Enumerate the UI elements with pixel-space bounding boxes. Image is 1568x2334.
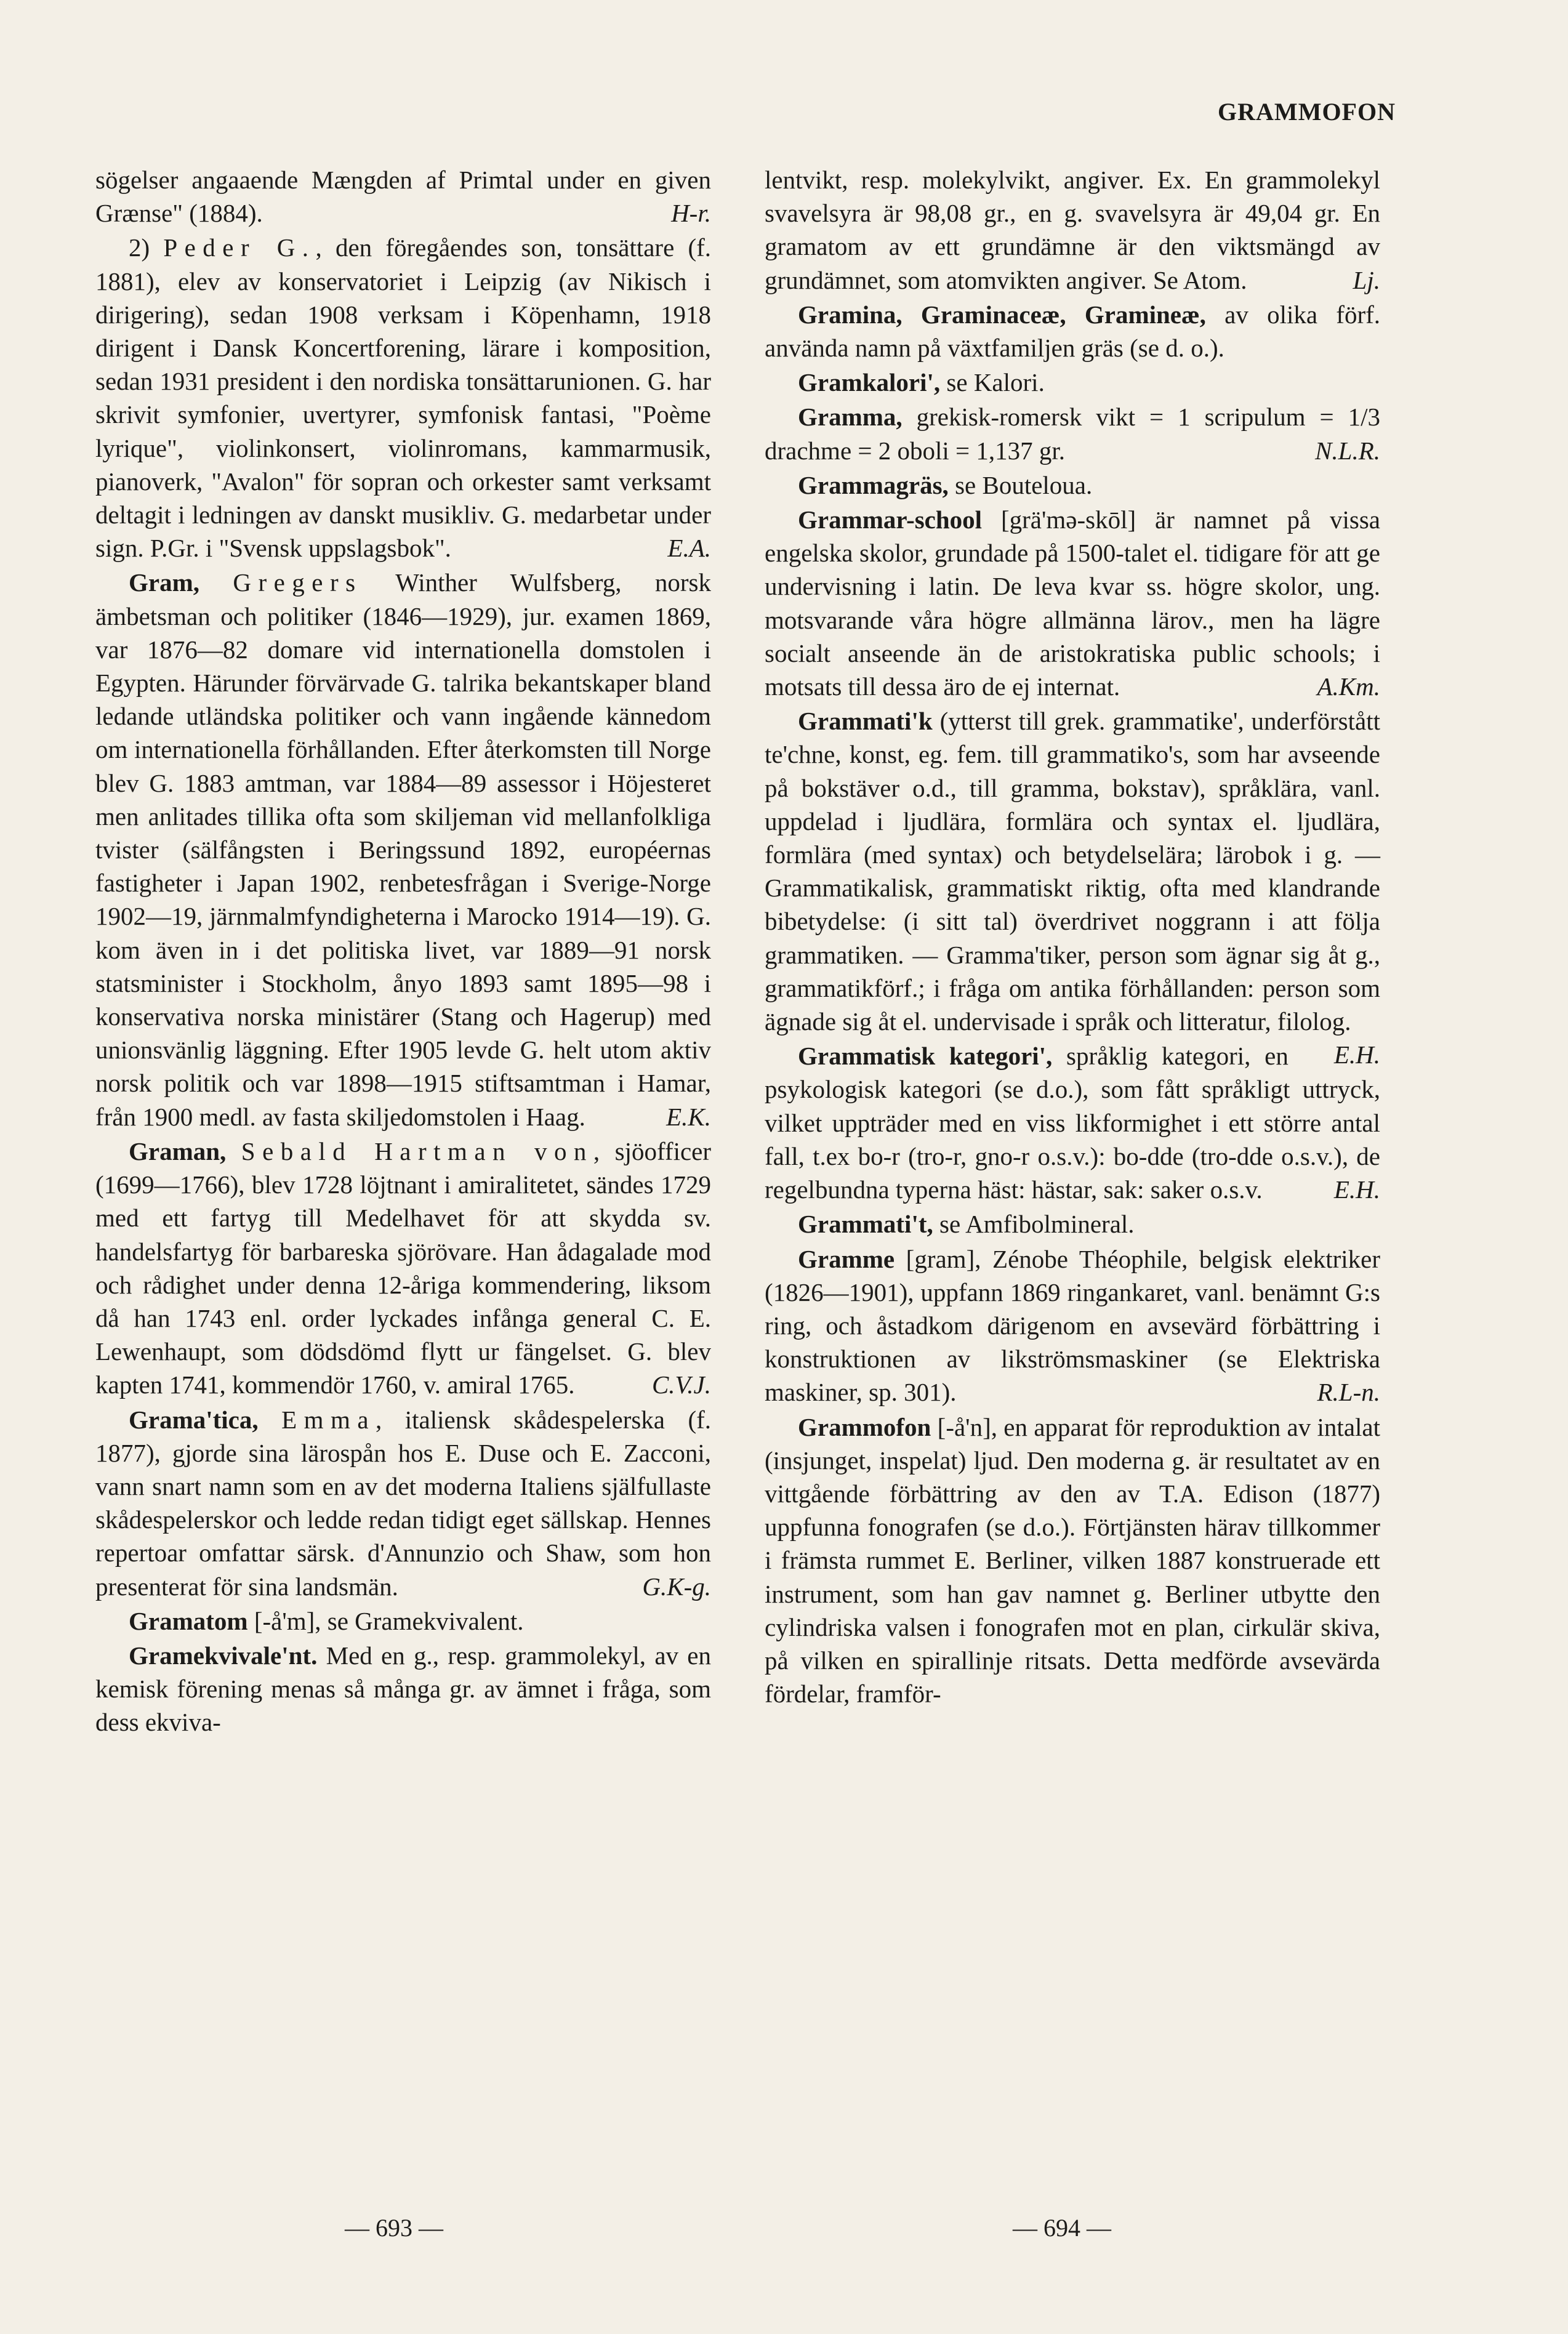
entry-headword: Grammati't,	[798, 1210, 933, 1239]
entry-text: grekisk-romersk vikt = 1 scripulum = 1/3 drachme = 2 oboli = 1,137 gr.	[765, 403, 1380, 465]
entry-text: [-å'm], se Gramekvivalent.	[247, 1606, 524, 1635]
entry-headword: Gramkalori',	[798, 368, 941, 397]
entry-text: , sjöofficer (1699—1766), blev 1728 löjtnant i amiralitetet, sändes 1729 med ett fartyg till Medelhavet för att skydda sv. handelsfartyg för barbareska sjörövare. Han ådagalade mod och rådighet under denna 12-åriga kommendering, liksom då han 1743 enl. order lyckades infånga general C. E. Lewenhaupt, som dödsdömd flytt ur fängelset. G. blev kapten 1741, kommendör 1760, v. amiral 1765.	[95, 1137, 712, 1399]
entry-headword: Gramma,	[798, 403, 903, 432]
entry-grammar-school	[765, 503, 1380, 703]
entry-text: (ytterst till grek. grammatike', underförstått te'chne, konst, eg. fem. till grammatiko's, som har avseende på bokstäver o.d., till gramma, bokstav), språklära, vanl. uppdelad i ljudlära, formlära och syntax el. ljudlära, formlära (med syntax) och betydelselära; lärobok i g. — Grammatikalisk, grammatiskt riktig, ofta med klandrande bibetydelse: (i sitt tal) överdrivet noggrann i att följa grammatiken. — Gramma'tiker, person som ägnar sig åt g., grammatikförf.; i fråga om antika förhållanden: person som ägnade sig åt el. undervisade i språk och litteratur, filolog.	[765, 707, 1380, 1036]
entry-text: Winther Wulfsberg, norsk ämbetsman och politiker (1846—1929), jur. examen 1869, var 1876—82 domare vid internationella domstolen i Egypten. Härunder förvärvade G. talrika bekantskaper bland ledande utländska politiker och vann ingående kännedom om internationella förhållanden. Efter återkomsten till Norge blev G. 1883 amtman, var 1884—89 assessor i Höjesteret men anlitades tillika ofta som skiljeman vid mellanfolkliga tvister (sälfångsten i Beringssund 1892, européernas fastigheter i Japan 1902, renbetesfrågan i Sverige-Norge 1902—19, järnmalmfyndigheterna i Marocko 1914—19). G. kom även in i det politiska livet, var 1889—91 norsk statsminister i Stockholm, ånyo 1893 samt 1895—98 i konservativa norska ministärer (Stang och Hagerup) med unionsvänlig läggning. Efter 1905 levde G. helt utom aktiv norsk politik och var 1898—1915 stiftsamtman i Hamar, från 1900 medl. av fasta skiljedomstolen i Haag.	[95, 568, 711, 1131]
entry-grammofon	[765, 1410, 1380, 1711]
entry-gramekvivalent	[95, 1639, 711, 1739]
entry-continuation	[765, 163, 1380, 297]
entry-number: 2)	[129, 233, 164, 262]
page-number-right: — 694 —	[1013, 2214, 1111, 2242]
entry-peder-gram	[95, 231, 711, 565]
entry-text: Med en g., resp. grammolekyl, av en kemisk förening menas så många gr. av ämnet i fråga, som dess ekviva-	[95, 1641, 711, 1737]
entry-headword: Gramekvivale'nt.	[129, 1641, 318, 1670]
entry-headword: Gramme	[798, 1244, 895, 1273]
entry-headword: Grama'tica,	[129, 1405, 259, 1434]
entry-gramma	[765, 400, 1380, 467]
entry-headword: Gram,	[129, 568, 199, 597]
running-head: GRAMMOFON	[1218, 98, 1396, 126]
entry-gramkalori	[765, 366, 1380, 399]
author-signature: H-r.	[671, 199, 711, 228]
author-signature: R.L-n.	[1317, 1378, 1380, 1407]
entry-person-name: Peder G.	[163, 233, 316, 262]
entry-text: [gram], Zénobe Théophile, belgisk elektriker (1826—1901), uppfann 1869 ringankaret, vanl. benämnt G:s ring, och åstadkom därigenom en avsevärd förbättring i konstruktionen av likströmsmaskiner (se Elektriska maskiner, sp. 301).	[765, 1244, 1380, 1407]
author-signature: G.K-g.	[642, 1572, 711, 1601]
author-signature: E.A.	[667, 534, 711, 563]
author-signature: N.L.R.	[1315, 436, 1380, 465]
entry-headword: Graman,	[129, 1137, 227, 1165]
entry-gramina	[765, 298, 1380, 364]
entry-text: lentvikt, resp. molekylvikt, angiver. Ex. En grammolekyl svavelsyra är 98,08 gr., en g. svavelsyra är 49,04 gr. En gramatom av ett grundämne är den viktsmängd av grundämnet, som atomvikten angiver. Se Atom.	[765, 166, 1380, 294]
right-column	[765, 163, 1380, 1712]
page-number-left: — 693 —	[345, 2214, 443, 2242]
entry-text: sögelser angaaende Mængden af Primtal under en given Grænse" (1884).	[95, 166, 711, 228]
entry-grammatisk-kategori	[765, 1039, 1380, 1206]
entry-text: [-å'n], en apparat för reproduktion av intalat (insjunget, inspelat) ljud. Den moderna g. är resultatet av en vittgående förbättring av den av T.A. Edison (1877) uppfunna fonografen (se d.o.). Förtjänsten härav tillkommer i främsta rummet E. Berliner, vilken 1887 konstruerade ett instrument, som han gav namnet g. Berliner utbytte den cylindriska valsen i fonografen mot en plan, cirkulär skiva, på vilken en spirallinje ritsats. Detta medförde avsevärda fördelar, framför-	[765, 1412, 1380, 1708]
author-signature: E.K.	[666, 1102, 711, 1131]
entry-gramatica	[95, 1403, 711, 1603]
entry-headword: Gramatom	[129, 1606, 248, 1635]
author-signature: E.H.	[1333, 1040, 1380, 1069]
entry-text: , den föregåendes son, tonsättare (f. 1881), elev av konservatoriet i Leipzig (av Nikisch i dirigering), sedan 1908 verksam i Köpenhamn, 1918 dirigent i Dansk Koncertforening, lärare i komposition, sedan 1931 president i den nordiska tonsättarunionen. G. har skrivit symfonier, uvertyrer, symfonisk fantasi, "Poème lyrique", violinkonsert, violinromans, kammarmusik, pianoverk, "Avalon" för sopran och orkester samt verksamt deltagit i ledningen av danskt musikliv. G. medarbetar under sign. P.Gr. i "Svensk uppslagsbok".	[95, 233, 712, 563]
entry-grammatit	[765, 1207, 1380, 1241]
entry-headword: Grammatisk kategori',	[798, 1042, 1053, 1071]
entry-text: se Kalori.	[940, 368, 1045, 397]
entry-text: se Bouteloua.	[948, 470, 1093, 499]
entry-headword: Grammar-school	[798, 505, 983, 534]
entry-person-name: Sebald Hartman von	[241, 1137, 593, 1165]
entry-text: av olika förf. använda namn på växtfamiljen gräs (se d. o.).	[765, 300, 1381, 363]
entry-text: språklig kategori, en psykologisk kategori (se d.o.), som fått språkligt uttryck, vilket uppträder med en viss likformighet i ett större antal fall, t.ex bo-r (tro-r, gno-r o.s.v.): bo-dde (tro-dde o.s.v.), de regelbundna typerna häst: hästar, sak: saker o.s.v.	[765, 1042, 1380, 1204]
entry-person-name: Emma	[281, 1405, 376, 1434]
entry-headword: Grammagräs,	[798, 470, 949, 499]
entry-person-name: Gregers	[233, 568, 363, 597]
author-signature: A.Km.	[1317, 672, 1380, 701]
entry-gramme	[765, 1242, 1380, 1409]
entry-gramatom	[95, 1604, 711, 1638]
author-signature: E.H.	[1333, 1175, 1380, 1204]
entry-graman	[95, 1135, 711, 1402]
entry-continuation	[95, 163, 711, 230]
entry-headword: Grammati'k	[798, 707, 933, 736]
entry-headword: Grammofon	[798, 1412, 931, 1441]
entry-text: [grä'mə-skōl] är namnet på vissa engelska skolor, grundade på 1500-talet el. tidigare för att ge undervisning i latin. De leva kvar ss. högre skolor, ung. motsvarande våra högre allmänna lärov., men ha lägre socialt anseende än de aristokratiska public schools; i motsats till dessa äro de ej internat.	[765, 505, 1380, 701]
author-signature: C.V.J.	[651, 1370, 711, 1399]
author-signature: Lj.	[1353, 265, 1380, 294]
entry-grammagras	[765, 469, 1380, 502]
entry-text: se Amfibolmineral.	[933, 1210, 1135, 1239]
left-column	[95, 163, 711, 1740]
entry-gram-gregers	[95, 566, 711, 1133]
entry-headword: Gramina, Graminaceæ, Gramineæ,	[798, 300, 1206, 329]
entry-text: , italiensk skådespelerska (f. 1877), gjorde sina lärospån hos E. Duse och E. Zacconi, vann snart namn som en av det moderna Italiens själfullaste skådespelerskor och ledde redan tidigt eget sällskap. Hennes repertoar omfattar särsk. d'Annunzio och Shaw, som hon presenterat för sina landsmän.	[95, 1405, 712, 1601]
